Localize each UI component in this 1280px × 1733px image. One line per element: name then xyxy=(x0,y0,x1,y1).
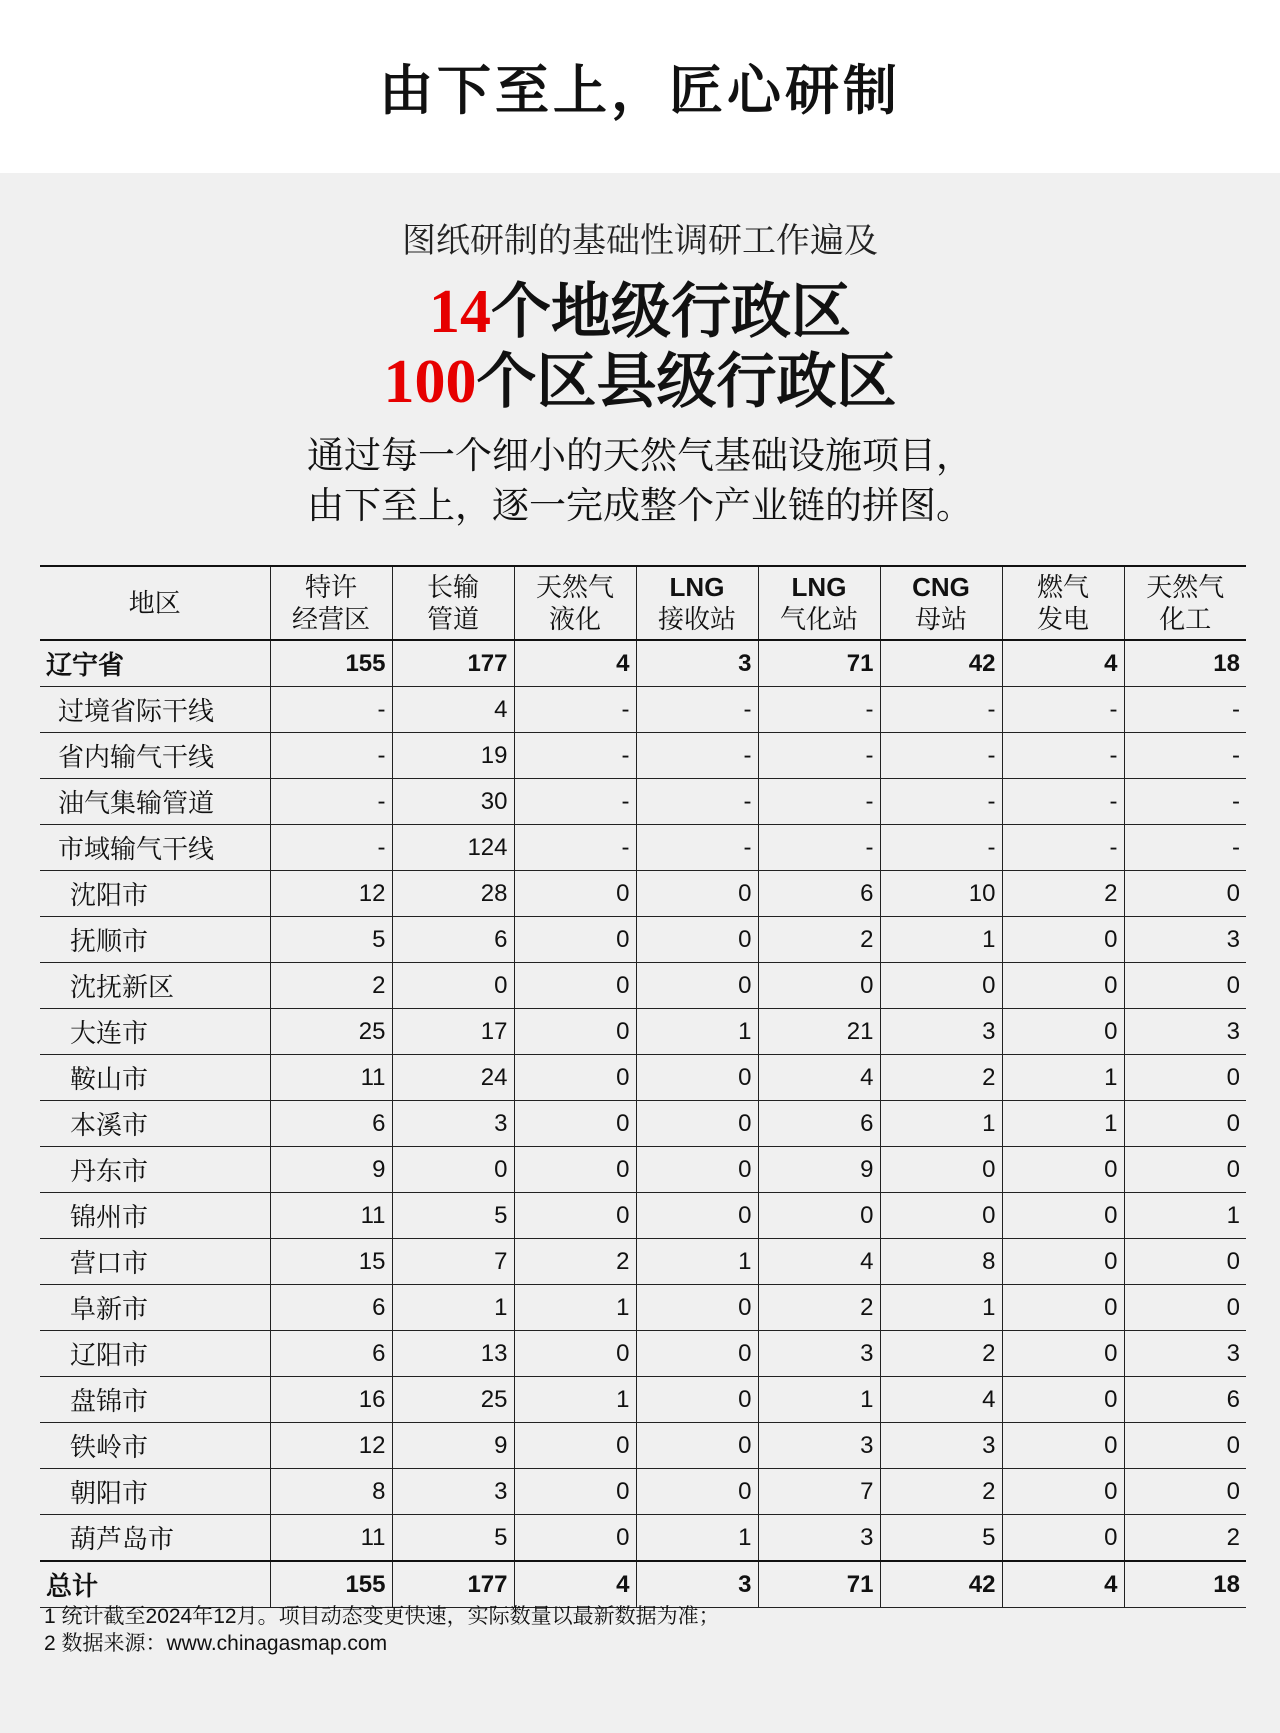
table-row xyxy=(40,1515,1246,1562)
value-cell: 4 xyxy=(758,1055,880,1101)
value-cell: 1 xyxy=(636,1009,758,1055)
value-cell: 9 xyxy=(758,1147,880,1193)
value-cell: 0 xyxy=(1002,1009,1124,1055)
value-cell: 42 xyxy=(880,640,1002,687)
table-body xyxy=(40,640,1246,1608)
value-cell: 17 xyxy=(392,1009,514,1055)
value-cell: 0 xyxy=(1002,1193,1124,1239)
value-cell: 0 xyxy=(1124,1055,1246,1101)
column-header-line-2: 母站 xyxy=(914,604,967,634)
value-cell: 4 xyxy=(514,1561,636,1608)
value-cell: 18 xyxy=(1124,640,1246,687)
content-area xyxy=(0,173,1280,1733)
value-cell: 177 xyxy=(392,640,514,687)
value-cell: 0 xyxy=(514,871,636,917)
value-cell: 0 xyxy=(1002,963,1124,1009)
value-cell: 5 xyxy=(392,1515,514,1562)
value-cell: - xyxy=(880,825,1002,871)
value-cell: - xyxy=(514,779,636,825)
value-cell: 0 xyxy=(636,1101,758,1147)
table-row xyxy=(40,1009,1246,1055)
headline-text-1: 个地级行政区 xyxy=(491,277,851,347)
value-cell: 12 xyxy=(270,871,392,917)
value-cell: 13 xyxy=(392,1331,514,1377)
region-name-cell: 营口市 xyxy=(40,1239,270,1285)
value-cell: 1 xyxy=(880,917,1002,963)
value-cell: - xyxy=(514,733,636,779)
column-header xyxy=(392,566,514,640)
value-cell: 0 xyxy=(514,1515,636,1562)
value-cell: 25 xyxy=(270,1009,392,1055)
column-header xyxy=(636,566,758,640)
column-header-line-2: 化工 xyxy=(1159,604,1212,634)
value-cell: 8 xyxy=(270,1469,392,1515)
value-cell: 0 xyxy=(636,871,758,917)
value-cell: 0 xyxy=(392,1147,514,1193)
value-cell: - xyxy=(270,733,392,779)
value-cell: 1 xyxy=(636,1239,758,1285)
value-cell: - xyxy=(636,687,758,733)
value-cell: 3 xyxy=(758,1515,880,1562)
region-name-cell: 总计 xyxy=(40,1561,270,1608)
value-cell: 0 xyxy=(514,1055,636,1101)
region-name-cell: 本溪市 xyxy=(40,1101,270,1147)
value-cell: 0 xyxy=(636,1331,758,1377)
table-row xyxy=(40,1423,1246,1469)
statistics-table xyxy=(40,565,1246,1608)
value-cell: 0 xyxy=(636,1147,758,1193)
table-row xyxy=(40,1377,1246,1423)
headline-line-1 xyxy=(0,277,1280,347)
column-header-line-1: 特许 xyxy=(304,572,357,602)
table-row xyxy=(40,1285,1246,1331)
value-cell: 3 xyxy=(636,640,758,687)
value-cell: 0 xyxy=(636,1423,758,1469)
value-cell: 1 xyxy=(1002,1101,1124,1147)
value-cell: 3 xyxy=(880,1423,1002,1469)
value-cell: 25 xyxy=(392,1377,514,1423)
value-cell: 1 xyxy=(880,1101,1002,1147)
table-row xyxy=(40,779,1246,825)
region-name-cell: 鞍山市 xyxy=(40,1055,270,1101)
value-cell: 0 xyxy=(1124,871,1246,917)
description-line-2: 由下至上，逐一完成整个产业链的拼图。 xyxy=(307,484,973,527)
column-header-line-2: 气化站 xyxy=(779,604,858,634)
value-cell: 6 xyxy=(270,1331,392,1377)
description-line-1: 通过每一个细小的天然气基础设施项目， xyxy=(307,434,973,477)
value-cell: 3 xyxy=(758,1423,880,1469)
column-header xyxy=(514,566,636,640)
value-cell: 0 xyxy=(1002,1239,1124,1285)
region-name-cell: 锦州市 xyxy=(40,1193,270,1239)
value-cell: 6 xyxy=(758,1101,880,1147)
region-name-cell: 盘锦市 xyxy=(40,1377,270,1423)
value-cell: 0 xyxy=(1002,1515,1124,1562)
region-name-cell: 过境省际干线 xyxy=(40,687,270,733)
value-cell: 3 xyxy=(392,1101,514,1147)
value-cell: 6 xyxy=(270,1101,392,1147)
column-header xyxy=(758,566,880,640)
value-cell: 3 xyxy=(636,1561,758,1608)
table-row xyxy=(40,963,1246,1009)
column-header-line-2: 发电 xyxy=(1036,604,1089,634)
value-cell: 0 xyxy=(758,963,880,1009)
table-row xyxy=(40,825,1246,871)
footnotes xyxy=(44,1603,720,1657)
value-cell: 4 xyxy=(392,687,514,733)
value-cell: 124 xyxy=(392,825,514,871)
column-header xyxy=(880,566,1002,640)
value-cell: 0 xyxy=(514,963,636,1009)
value-cell: 3 xyxy=(1124,917,1246,963)
value-cell: 5 xyxy=(392,1193,514,1239)
value-cell: 0 xyxy=(1124,1239,1246,1285)
region-name-cell: 市域输气干线 xyxy=(40,825,270,871)
value-cell: - xyxy=(636,733,758,779)
value-cell: - xyxy=(1002,779,1124,825)
value-cell: 6 xyxy=(758,871,880,917)
value-cell: 0 xyxy=(1124,1423,1246,1469)
value-cell: 1 xyxy=(758,1377,880,1423)
value-cell: 4 xyxy=(1002,1561,1124,1608)
value-cell: 0 xyxy=(636,963,758,1009)
table-row xyxy=(40,1055,1246,1101)
value-cell: 0 xyxy=(1002,1147,1124,1193)
value-cell: 10 xyxy=(880,871,1002,917)
value-cell: 6 xyxy=(270,1285,392,1331)
value-cell: 0 xyxy=(1002,1331,1124,1377)
column-header-line-1: CNG xyxy=(912,572,970,602)
column-header-line-1: 天然气 xyxy=(1146,572,1225,602)
value-cell: 3 xyxy=(1124,1009,1246,1055)
value-cell: 2 xyxy=(1124,1515,1246,1562)
value-cell: 7 xyxy=(758,1469,880,1515)
value-cell: 0 xyxy=(1002,1469,1124,1515)
value-cell: 1 xyxy=(514,1285,636,1331)
value-cell: 0 xyxy=(1002,1377,1124,1423)
value-cell: 0 xyxy=(880,1193,1002,1239)
value-cell: 0 xyxy=(1124,1147,1246,1193)
value-cell: 71 xyxy=(758,640,880,687)
table-row xyxy=(40,917,1246,963)
value-cell: 0 xyxy=(1124,1285,1246,1331)
value-cell: - xyxy=(1002,825,1124,871)
value-cell: 0 xyxy=(514,1469,636,1515)
value-cell: 1 xyxy=(514,1377,636,1423)
column-header-line-1: 长输 xyxy=(426,572,479,602)
value-cell: 0 xyxy=(636,1193,758,1239)
value-cell: 1 xyxy=(636,1515,758,1562)
table-row xyxy=(40,687,1246,733)
value-cell: 0 xyxy=(636,1285,758,1331)
value-cell: 19 xyxy=(392,733,514,779)
value-cell: 0 xyxy=(1124,1469,1246,1515)
value-cell: - xyxy=(270,687,392,733)
region-name-cell: 葫芦岛市 xyxy=(40,1515,270,1562)
value-cell: 0 xyxy=(1002,1285,1124,1331)
table-row xyxy=(40,640,1246,687)
column-header-line-2: 经营区 xyxy=(291,604,370,634)
value-cell: 0 xyxy=(758,1193,880,1239)
column-header xyxy=(1124,566,1246,640)
value-cell: 16 xyxy=(270,1377,392,1423)
value-cell: - xyxy=(1124,687,1246,733)
value-cell: 0 xyxy=(392,963,514,1009)
value-cell: 4 xyxy=(1002,640,1124,687)
footnote-1: 1 统计截至2024年12月。项目动态变更快速，实际数量以最新数据为准； xyxy=(44,1605,720,1628)
value-cell: - xyxy=(758,733,880,779)
value-cell: 2 xyxy=(758,917,880,963)
region-name-cell: 抚顺市 xyxy=(40,917,270,963)
column-header-line-1: 燃气 xyxy=(1036,572,1089,602)
region-name-cell: 省内输气干线 xyxy=(40,733,270,779)
column-header xyxy=(270,566,392,640)
value-cell: - xyxy=(1002,733,1124,779)
column-header-line-1: LNG xyxy=(669,572,725,602)
region-name-cell: 沈阳市 xyxy=(40,871,270,917)
column-header-line-1: 天然气 xyxy=(535,572,614,602)
value-cell: 5 xyxy=(270,917,392,963)
headline-number-2: 100 xyxy=(383,348,477,416)
column-header-line-2: 管道 xyxy=(426,604,479,634)
headline-text-2: 个区县级行政区 xyxy=(476,347,897,417)
value-cell: 0 xyxy=(1002,917,1124,963)
value-cell: - xyxy=(514,687,636,733)
value-cell: - xyxy=(270,825,392,871)
value-cell: 3 xyxy=(758,1331,880,1377)
value-cell: - xyxy=(270,779,392,825)
headline-line-2 xyxy=(0,347,1280,417)
value-cell: 9 xyxy=(392,1423,514,1469)
value-cell: 5 xyxy=(880,1515,1002,1562)
region-name-cell: 油气集输管道 xyxy=(40,779,270,825)
value-cell: 0 xyxy=(636,1469,758,1515)
value-cell: 2 xyxy=(1002,871,1124,917)
value-cell: 6 xyxy=(392,917,514,963)
value-cell: 2 xyxy=(514,1239,636,1285)
region-name-cell: 大连市 xyxy=(40,1009,270,1055)
value-cell: - xyxy=(758,687,880,733)
value-cell: 30 xyxy=(392,779,514,825)
value-cell: 71 xyxy=(758,1561,880,1608)
value-cell: - xyxy=(880,733,1002,779)
value-cell: 3 xyxy=(1124,1331,1246,1377)
table-row xyxy=(40,1469,1246,1515)
region-name-cell: 阜新市 xyxy=(40,1285,270,1331)
value-cell: 0 xyxy=(514,1147,636,1193)
value-cell: 24 xyxy=(392,1055,514,1101)
value-cell: 0 xyxy=(514,1331,636,1377)
value-cell: 2 xyxy=(880,1055,1002,1101)
value-cell: 11 xyxy=(270,1193,392,1239)
value-cell: - xyxy=(1124,779,1246,825)
value-cell: 0 xyxy=(880,963,1002,1009)
value-cell: 8 xyxy=(880,1239,1002,1285)
table-row xyxy=(40,1101,1246,1147)
value-cell: 1 xyxy=(880,1285,1002,1331)
value-cell: - xyxy=(758,779,880,825)
value-cell: - xyxy=(880,779,1002,825)
table-row xyxy=(40,1331,1246,1377)
region-name-cell: 辽阳市 xyxy=(40,1331,270,1377)
value-cell: 1 xyxy=(1124,1193,1246,1239)
value-cell: 6 xyxy=(1124,1377,1246,1423)
value-cell: 2 xyxy=(880,1469,1002,1515)
value-cell: 177 xyxy=(392,1561,514,1608)
value-cell: 0 xyxy=(1124,963,1246,1009)
value-cell: 0 xyxy=(1002,1423,1124,1469)
value-cell: 0 xyxy=(636,1377,758,1423)
intro-section xyxy=(0,173,1280,531)
region-name-cell: 丹东市 xyxy=(40,1147,270,1193)
intro-lead: 图纸研制的基础性调研工作遍及 xyxy=(402,221,878,261)
value-cell: 4 xyxy=(880,1377,1002,1423)
top-banner xyxy=(0,0,1280,173)
value-cell: 0 xyxy=(514,1193,636,1239)
description xyxy=(0,431,1280,531)
value-cell: 0 xyxy=(514,1009,636,1055)
value-cell: 155 xyxy=(270,640,392,687)
region-name-cell: 沈抚新区 xyxy=(40,963,270,1009)
value-cell: 3 xyxy=(880,1009,1002,1055)
banner-title: 由下至上，匠心研制 xyxy=(379,59,901,122)
region-name-cell: 辽宁省 xyxy=(40,640,270,687)
value-cell: 7 xyxy=(392,1239,514,1285)
value-cell: 155 xyxy=(270,1561,392,1608)
value-cell: 0 xyxy=(514,1101,636,1147)
value-cell: 15 xyxy=(270,1239,392,1285)
value-cell: 4 xyxy=(758,1239,880,1285)
table-row xyxy=(40,1193,1246,1239)
table-row xyxy=(40,871,1246,917)
table-row xyxy=(40,1561,1246,1608)
table-header-row xyxy=(40,566,1246,640)
column-header-line-1: 地区 xyxy=(128,588,181,618)
region-name-cell: 铁岭市 xyxy=(40,1423,270,1469)
value-cell: 2 xyxy=(270,963,392,1009)
value-cell: 0 xyxy=(514,917,636,963)
value-cell: 9 xyxy=(270,1147,392,1193)
value-cell: - xyxy=(636,825,758,871)
value-cell: 11 xyxy=(270,1515,392,1562)
footnote-2: 2 数据来源：www.chinagasmap.com xyxy=(44,1632,388,1655)
value-cell: 4 xyxy=(514,640,636,687)
value-cell: 0 xyxy=(1124,1101,1246,1147)
headline-number-1: 14 xyxy=(429,278,491,346)
value-cell: 12 xyxy=(270,1423,392,1469)
value-cell: 2 xyxy=(758,1285,880,1331)
value-cell: 42 xyxy=(880,1561,1002,1608)
column-header-line-2: 液化 xyxy=(548,604,601,634)
value-cell: 28 xyxy=(392,871,514,917)
column-header xyxy=(1002,566,1124,640)
value-cell: 18 xyxy=(1124,1561,1246,1608)
value-cell: - xyxy=(1124,733,1246,779)
value-cell: 21 xyxy=(758,1009,880,1055)
value-cell: - xyxy=(1002,687,1124,733)
value-cell: 3 xyxy=(392,1469,514,1515)
table-row xyxy=(40,1147,1246,1193)
value-cell: 1 xyxy=(392,1285,514,1331)
value-cell: 11 xyxy=(270,1055,392,1101)
value-cell: 0 xyxy=(636,917,758,963)
column-header-line-2: 接收站 xyxy=(657,604,736,634)
region-name-cell: 朝阳市 xyxy=(40,1469,270,1515)
value-cell: - xyxy=(514,825,636,871)
table-row xyxy=(40,733,1246,779)
value-cell: - xyxy=(1124,825,1246,871)
value-cell: 0 xyxy=(636,1055,758,1101)
column-header-line-1: LNG xyxy=(791,572,847,602)
value-cell: 1 xyxy=(1002,1055,1124,1101)
value-cell: - xyxy=(758,825,880,871)
column-header xyxy=(40,566,270,640)
table-row xyxy=(40,1239,1246,1285)
value-cell: 0 xyxy=(514,1423,636,1469)
value-cell: - xyxy=(636,779,758,825)
value-cell: - xyxy=(880,687,1002,733)
value-cell: 2 xyxy=(880,1331,1002,1377)
value-cell: 0 xyxy=(880,1147,1002,1193)
